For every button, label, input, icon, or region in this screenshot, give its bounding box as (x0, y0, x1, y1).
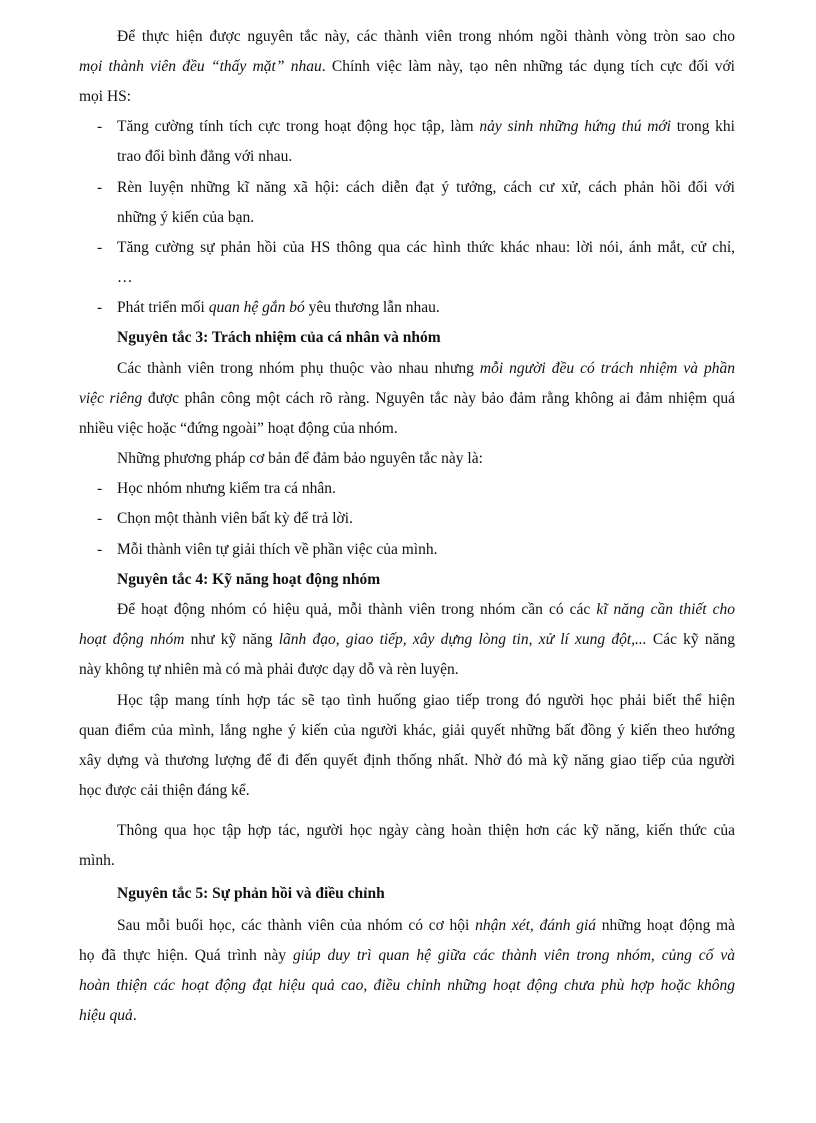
bullet-dash: - (97, 480, 103, 497)
bullet-item: Rèn luyện những kĩ năng xã hội: cách diễn đạt ý tưởng, cách cư xử, cách phản hồi đối với (117, 179, 735, 196)
bullet-item: Chọn một thành viên bất kỳ để trả lời. (117, 510, 353, 527)
paragraph-line: việc riêng được phân công một cách rõ ràng. Nguyên tắc này bảo đảm rằng không ai đảm nhiệm quá (79, 390, 735, 407)
section-heading: Nguyên tắc 3: Trách nhiệm của cá nhân và nhóm (117, 329, 441, 346)
paragraph-line: hoạt động nhóm như kỹ năng lãnh đạo, giao tiếp, xây dựng lòng tin, xử lí xung đột,... Các kỹ năng (79, 631, 735, 648)
paragraph-line: Các thành viên trong nhóm phụ thuộc vào nhau nhưng mỗi người đều có trách nhiệm và phần (117, 360, 735, 377)
paragraph-line: Để thực hiện được nguyên tắc này, các thành viên trong nhóm ngồi thành vòng tròn sao cho (117, 28, 735, 45)
bullet-continuation: … (117, 269, 133, 286)
paragraph-line: Những phương pháp cơ bản để đảm bảo nguyên tắc này là: (117, 450, 483, 467)
bullet-continuation: những ý kiến của bạn. (117, 209, 255, 226)
bullet-continuation: trao đổi bình đẳng với nhau. (117, 148, 293, 165)
paragraph-line: này không tự nhiên mà có mà phải được dạy dỗ và rèn luyện. (79, 661, 459, 678)
bullet-item: Phát triển mối quan hệ gắn bó yêu thương lẫn nhau. (117, 299, 440, 316)
paragraph-line: mình. (79, 852, 115, 869)
paragraph-line: Để hoạt động nhóm có hiệu quả, mỗi thành viên trong nhóm cần có các kĩ năng cần thiết cho (117, 601, 735, 618)
paragraph-line: Thông qua học tập hợp tác, người học ngày càng hoàn thiện hơn các kỹ năng, kiến thức của (117, 822, 735, 839)
paragraph-line: quan điểm của mình, lắng nghe ý kiến của người khác, giải quyết những bất đồng ý kiến theo hướng (79, 722, 735, 739)
bullet-dash: - (97, 510, 103, 527)
paragraph-line: Sau mỗi buổi học, các thành viên của nhóm có cơ hội nhận xét, đánh giá những hoạt động mà (117, 917, 735, 934)
paragraph-line: mọi HS: (79, 88, 132, 105)
paragraph-line: xây dựng và thương lượng để đi đến quyết định thống nhất. Nhờ đó mà kỹ năng giao tiếp của người (79, 752, 735, 769)
bullet-dash: - (97, 239, 103, 256)
bullet-dash: - (97, 299, 103, 316)
paragraph-line: Học tập mang tính hợp tác sẽ tạo tình huống giao tiếp trong đó người học phải biết thể hiện (117, 692, 735, 709)
paragraph-line: nhiều việc hoặc “đứng ngoài” hoạt động của nhóm. (79, 420, 398, 437)
bullet-dash: - (97, 179, 103, 196)
bullet-item: Tăng cường tính tích cực trong hoạt động học tập, làm nảy sinh những hứng thú mới trong khi (117, 118, 735, 135)
paragraph-line: mọi thành viên đều “thấy mặt” nhau. Chính việc làm này, tạo nên những tác dụng tích cực đối với (79, 58, 735, 75)
bullet-item: Mỗi thành viên tự giải thích về phần việc của mình. (117, 541, 438, 558)
bullet-item: Học nhóm nhưng kiểm tra cá nhân. (117, 480, 336, 497)
section-heading: Nguyên tắc 5: Sự phản hồi và điều chỉnh (117, 885, 385, 902)
bullet-dash: - (97, 118, 103, 135)
bullet-dash: - (97, 541, 103, 558)
bullet-item: Tăng cường sự phản hồi của HS thông qua các hình thức khác nhau: lời nói, ánh mắt, cử chỉ, (117, 239, 735, 256)
paragraph-line: học được cải thiện đáng kể. (79, 782, 250, 799)
paragraph-line: hiệu quả. (79, 1007, 137, 1024)
section-heading: Nguyên tắc 4: Kỹ năng hoạt động nhóm (117, 571, 381, 588)
paragraph-line: hoàn thiện các hoạt động đạt hiệu quả cao, điều chỉnh những hoạt động chưa phù hợp hoặc không (79, 977, 735, 994)
paragraph-line: họ đã thực hiện. Quá trình này giúp duy trì quan hệ giữa các thành viên trong nhóm, củng cố và (79, 947, 735, 964)
